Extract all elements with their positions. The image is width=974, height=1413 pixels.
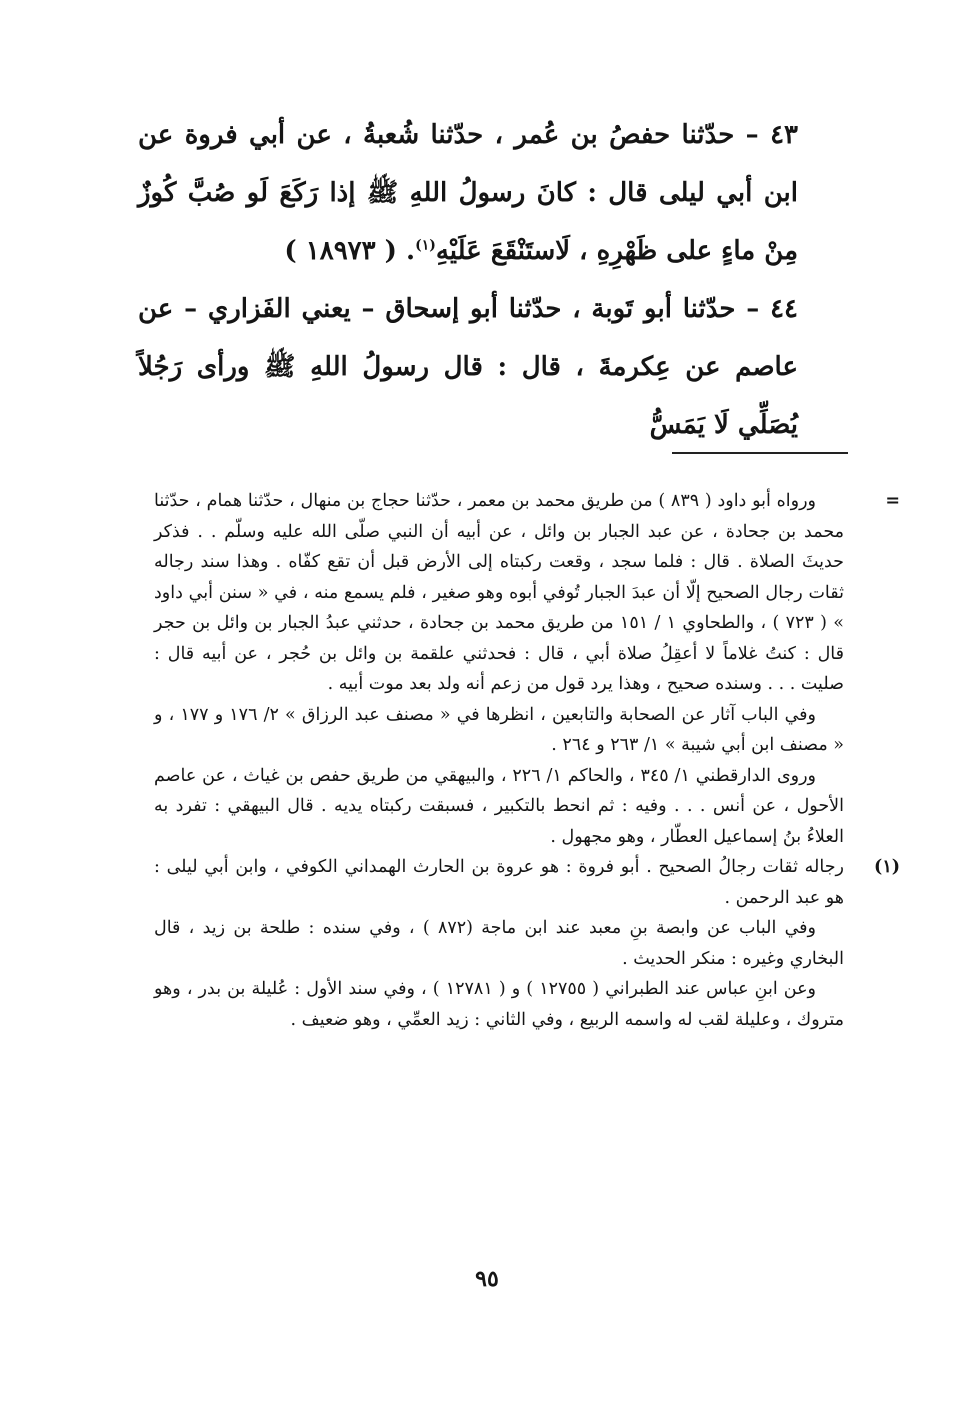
hadith-reference-number: . ( ١٨٩٧٣ ) <box>284 236 416 266</box>
footnote-paragraph: ورواه أبو داود ( ٨٣٩ ) من طريق محمد بن معمر ، حدّثنا حجاج بن منهال ، حدّثنا همام ، حدّثنا محمد بن جحادة ، عن عبد الجبار بن وائل ، عن أبيه أن النبي صلّى الله عليه وسلّم . . فذكر حديثَ الصلاة . قال : فلما سجد ، وقعت ركبتاه إلى الأرض قبل أن تقع كفّاه . وهذا سند رجاله ثقات رجال الصحيح إلّا أن عبدَ الجبار تُوفي أبوه وهو صغير ، فلم يسمع منه ، في « سنن أبي داود » ( ٧٢٣ ) ، والطحاوي ١ / ١٥١ من طريق محمد بن جحادة ، حدثني عبدُ الجبار بن وائل بن حجر قال : كنتُ غلاماً لا أعقِلُ صلاة أبي ، قال : فحدثني علقمة بن وائل بن حُجر ، عن أبيه قال : صليت . . . وسنده صحيح ، وهذا يرد قول من زعم أنه ولد بعد موت أبيه . <box>154 491 844 694</box>
footnotes <box>154 486 900 1035</box>
footnote-separator <box>672 452 848 454</box>
footnote-paragraph: وروى الدارقطني ١/ ٣٤٥ ، والحاكم ١/ ٢٢٦ ، والبيهقي من طريق حفص بن غياث ، عن عاصم الأحول ، عن أنس . . . وفيه : ثم انحط بالتكبير ، فسبقت ركبتاه يديه . قال البيهقي : تفرد به العلاءُ بنُ إسماعيل العطّار ، وهو مجهول . <box>154 765 844 847</box>
footnote-continuation <box>154 486 900 852</box>
hadith-number: ٤٣ – <box>745 120 798 150</box>
page-number: ٩٥ <box>475 1266 499 1292</box>
footnote-paragraph: رجاله ثقات رجالُ الصحيح . أبو فروة : هو عروة بن الحارث الهمداني الكوفي ، وابن أبي ليلى : هو عبد الرحمن . <box>154 857 844 908</box>
hadith-44 <box>138 280 798 454</box>
hadith-number: ٤٤ – <box>746 294 798 324</box>
footnote-marker: (١) <box>874 857 900 877</box>
hadith-text: حدّثنا أبو تَوبة ، حدّثنا أبو إسحاق – يعني الفَزاري – عن عاصم عن عِكرمةَ ، قال : قال رسولُ اللهِ ﷺ ورأى رَجُلاً يُصَلِّي لَا يَمَسُّ <box>138 294 798 440</box>
footnote-paragraph: وفي الباب آثار عن الصحابة والتابعين ، انظرها في « مصنف عبد الرزاق » ٢/ ١٧٦ و ١٧٧ ، و « مصنف ابن أبي شيبة » ١/ ٢٦٣ و ٢٦٤ . <box>154 704 844 755</box>
continuation-marker: = <box>885 491 900 511</box>
hadith-43 <box>138 106 798 280</box>
footnote-1 <box>154 852 900 1035</box>
footnote-paragraph: وعن ابنِ عباس عند الطبراني ( ١٢٧٥٥ ) و ( ١٢٧٨١ ) ، وفي سند الأول : عُليلة بن بدر ، وهو متروك ، وعليلة لقب له واسمه الربيع ، وفي الثاني : زيد العمِّي ، وهو ضعيف . <box>154 979 844 1030</box>
footnote-reference[interactable]: (١) <box>415 237 436 254</box>
hadith-text: حدّثنا حفصُ بن عُمر ، حدّثنا شُعبةُ ، عن أبي فروة عن ابن أبي ليلى قال : كانَ رسولُ اللهِ ﷺ إذا رَكَعَ لَو صُبَّ كُوزٌ مِنْ ماءٍ على ظَهْرِهِ ، لَاستَنْقَعَ عَلَيْهِ <box>138 120 798 266</box>
main-text <box>138 106 798 454</box>
footnote-paragraph: وفي الباب عن وابصة بنِ معبد عند ابن ماجة (٨٧٢ ) ، وفي سنده : طلحة بن زيد ، قال البخاري وغيره : منكر الحديث . <box>154 918 844 969</box>
